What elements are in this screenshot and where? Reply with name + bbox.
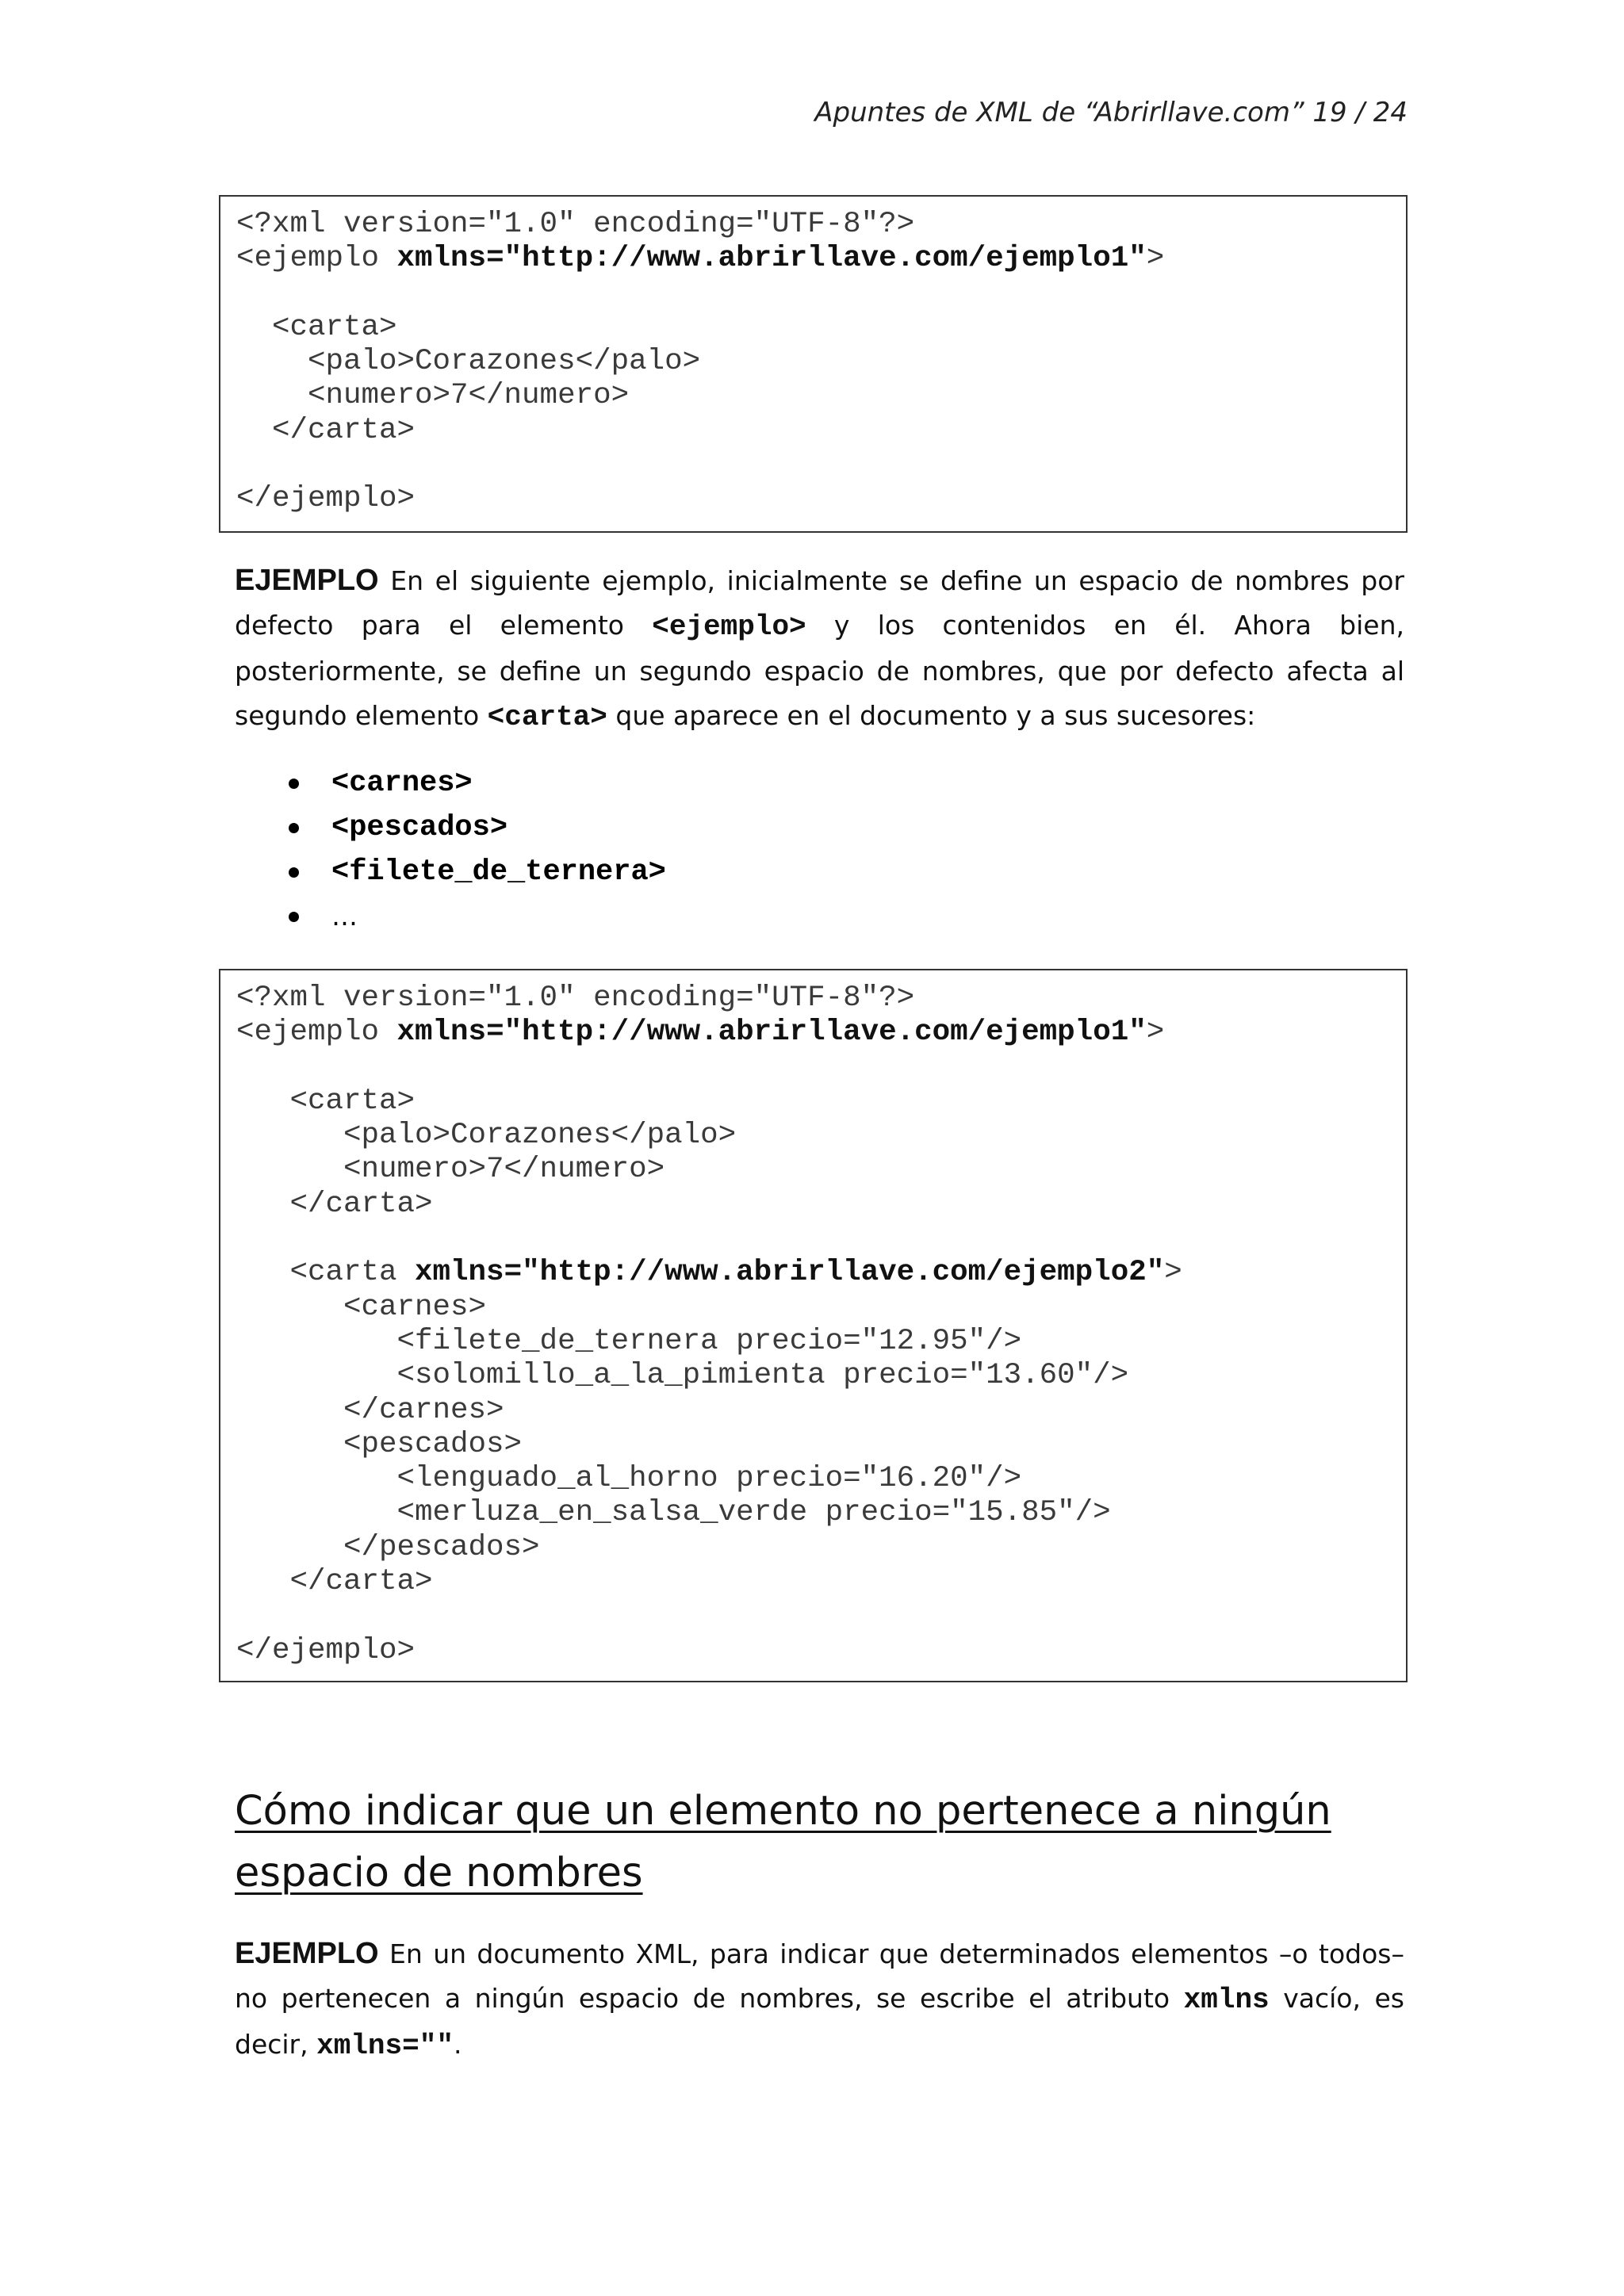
code-line [236,1016,1406,1050]
header-title: Apuntes de XML de “Abrirllave.com” [814,97,1304,128]
code-line [236,1599,1406,1633]
code-line [236,982,1406,1016]
code-line [236,277,1406,311]
code-text: <lenguado_al_horno precio="16.20"/> [236,1462,1022,1496]
page-number: 19 / 24 [1312,97,1408,128]
code-line [236,1085,1406,1119]
code-line [236,1565,1406,1599]
code-text: </carta> [236,1565,433,1599]
code-line [236,345,1406,379]
code-text: <ejemplo [236,1016,397,1050]
code-attribute: xmlns="http://www.abrirllave.com/ejemplo1" [396,1016,1147,1050]
code-line [236,1256,1406,1290]
code-line [236,1119,1406,1153]
code-line [236,1496,1406,1530]
code-text: <filete_de_ternera precio="12.95"/> [236,1324,1022,1358]
code-line [236,448,1406,482]
code-line [236,1531,1406,1565]
example-paragraph-1 [235,558,1404,740]
code-line [236,1222,1406,1256]
code-attribute: xmlns="http://www.abrirllave.com/ejemplo2" [415,1256,1165,1290]
code-line [236,242,1406,276]
code-line [236,311,1406,345]
code-text: </pescados> [236,1530,540,1564]
code-line [236,1188,1406,1222]
list-item [285,850,666,894]
code-text: <?xml version="1.0" encoding="UTF-8"?> [236,982,915,1015]
code-text: <carta> [236,310,397,344]
code-text: <solomillo_a_la_pimienta precio="13.60"/> [236,1359,1129,1393]
code-line [236,414,1406,448]
code-text: </carta> [236,1187,433,1221]
list-item-text: <pescados> [331,811,508,844]
example-paragraph-2 [235,1931,1404,2068]
code-text: <numero>7</numero> [236,379,630,413]
inline-code: <ejemplo> [652,610,806,643]
list-item-text: … [331,901,358,932]
paragraph-text: vacío, es decir, [235,1983,1404,2060]
code-attribute: xmlns="http://www.abrirllave.com/ejemplo1" [396,242,1147,276]
code-text: > [1164,1256,1182,1290]
code-text: <carta> [236,1084,416,1118]
code-text: <ejemplo [236,242,397,276]
inline-code: <carta> [487,701,607,733]
code-line [236,379,1406,413]
code-text: </carta> [236,413,416,447]
code-block-2 [219,969,1408,1682]
code-text: <palo>Corazones</palo> [236,345,701,379]
list-item [285,806,666,850]
code-line [236,482,1406,516]
page-header [814,97,1408,128]
code-text: <numero>7</numero> [236,1153,665,1187]
list-item [285,894,666,939]
code-text: <pescados> [236,1427,523,1461]
paragraph-text: y los contenidos en él. Ahora bien, posteriormente, se define un segundo espacio de nombres, que por defecto afecta al segundo elemento [235,610,1404,731]
code-text: <merluza_en_salsa_verde precio="15.85"/> [236,1496,1111,1530]
code-line [236,208,1406,242]
code-line [236,1325,1406,1359]
code-line [236,1050,1406,1085]
list-item [285,761,666,806]
code-line [236,1291,1406,1325]
code-line [236,1394,1406,1428]
paragraph-text: . [453,2029,462,2060]
inline-code: xmlns [1183,1984,1270,2016]
bullet-icon [289,823,299,833]
code-line [236,1428,1406,1462]
code-line [236,1153,1406,1187]
code-text: > [1146,1016,1165,1050]
code-text: </ejemplo> [236,1633,416,1667]
code-text: </ejemplo> [236,482,416,516]
bullet-icon [289,867,299,878]
code-line [236,1359,1406,1393]
section-heading: Cómo indicar que un elemento no pertenece a ningún espacio de nombres [235,1788,1331,1896]
code-text: <?xml version="1.0" encoding="UTF-8"?> [236,208,915,241]
code-text: </carnes> [236,1393,504,1427]
bullet-icon [289,912,299,922]
code-text: > [1146,242,1165,276]
example-label: EJEMPLO [235,564,379,597]
code-text: <carnes> [236,1290,487,1324]
paragraph-text: En el siguiente ejemplo, inicialmente se define un espacio de nombres por defecto para el elemento [235,565,1404,641]
inline-code: xmlns="" [316,2030,454,2062]
list-item-text: <filete_de_ternera> [331,855,666,889]
paragraph-text: que aparece en el documento y a sus sucesores: [607,700,1256,731]
bullet-icon [289,779,299,789]
list-item-text: <carnes> [331,767,473,800]
code-line [236,1634,1406,1668]
code-line [236,1462,1406,1496]
element-list [285,761,666,939]
code-text: <carta [236,1256,416,1290]
code-block-1 [219,195,1408,533]
example-label: EJEMPLO [235,1937,379,1970]
paragraph-text: En un documento XML, para indicar que determinados elementos –o todos– no pertenecen a ningún espacio de nombres, se escribe el atributo [235,1938,1404,2014]
code-text: <palo>Corazones</palo> [236,1119,737,1153]
